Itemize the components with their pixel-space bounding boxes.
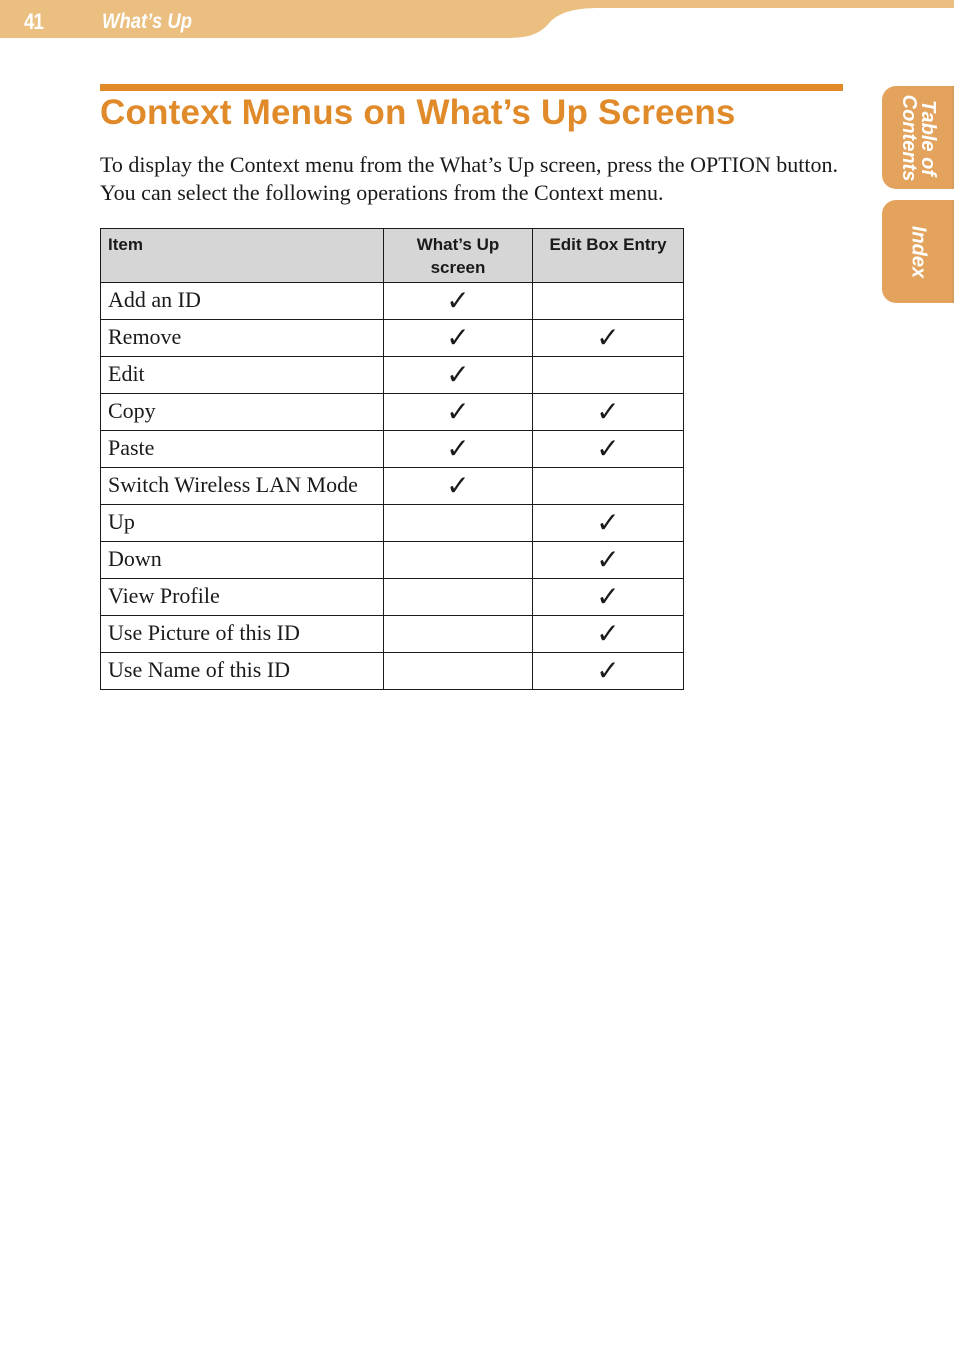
edit-box-entry-cell (533, 653, 684, 690)
table-of-contents-tab-label: Table of Contents (898, 94, 939, 181)
table-body (101, 283, 684, 690)
page-title: Context Menus on What’s Up Screens (100, 93, 736, 132)
item-cell: View Profile (101, 579, 384, 616)
header-whats-up-screen (384, 229, 533, 283)
table-row (101, 468, 684, 505)
checkmark-icon: ✓ (596, 543, 620, 576)
item-cell: Paste (101, 431, 384, 468)
whats-up-screen-cell (384, 431, 533, 468)
table-row (101, 505, 684, 542)
whats-up-screen-cell (384, 542, 533, 579)
table-row (101, 542, 684, 579)
intro-paragraph: To display the Context menu from the What’s Up screen, press the OPTION button. You can select the following operations from the Context menu. (100, 152, 838, 205)
checkmark-icon: ✓ (596, 506, 620, 539)
item-cell: Edit (101, 357, 384, 394)
checkmark-icon: ✓ (446, 432, 470, 465)
whats-up-screen-cell (384, 394, 533, 431)
table-of-contents-tab[interactable] (882, 86, 954, 189)
item-cell: Use Name of this ID (101, 653, 384, 690)
whats-up-screen-cell (384, 505, 533, 542)
whats-up-screen-cell (384, 653, 533, 690)
table-row (101, 616, 684, 653)
whats-up-screen-cell (384, 579, 533, 616)
edit-box-entry-cell (533, 579, 684, 616)
checkmark-icon: ✓ (596, 654, 620, 687)
checkmark-icon: ✓ (446, 395, 470, 428)
item-cell: Switch Wireless LAN Mode (101, 468, 384, 505)
header-item: Item (101, 229, 384, 283)
item-cell: Use Picture of this ID (101, 616, 384, 653)
checkmark-icon: ✓ (446, 469, 470, 502)
edit-box-entry-cell (533, 616, 684, 653)
edit-box-entry-cell (533, 320, 684, 357)
edit-box-entry-cell (533, 357, 684, 394)
header-edit-box-entry: Edit Box Entry (533, 229, 684, 283)
title-rule (100, 84, 843, 91)
whats-up-screen-cell (384, 468, 533, 505)
table-row (101, 394, 684, 431)
edit-box-entry-cell (533, 505, 684, 542)
checkmark-icon: ✓ (596, 321, 620, 354)
checkmark-icon: ✓ (446, 284, 470, 317)
checkmark-icon: ✓ (446, 321, 470, 354)
item-cell: Remove (101, 320, 384, 357)
whats-up-screen-cell (384, 283, 533, 320)
item-cell: Copy (101, 394, 384, 431)
section-title: What’s Up (102, 10, 193, 33)
table-row (101, 357, 684, 394)
table-row (101, 579, 684, 616)
item-cell: Up (101, 505, 384, 542)
context-menu-table (100, 228, 684, 690)
edit-box-entry-cell (533, 394, 684, 431)
table-row (101, 431, 684, 468)
table-row (101, 283, 684, 320)
whats-up-screen-cell (384, 320, 533, 357)
table-row (101, 320, 684, 357)
page-number: 41 (24, 9, 44, 34)
checkmark-icon: ✓ (596, 395, 620, 428)
table-header-row (101, 229, 684, 283)
whats-up-screen-cell (384, 357, 533, 394)
edit-box-entry-cell (533, 283, 684, 320)
edit-box-entry-cell (533, 468, 684, 505)
item-cell: Down (101, 542, 384, 579)
checkmark-icon: ✓ (596, 432, 620, 465)
index-tab[interactable] (882, 200, 954, 303)
checkmark-icon: ✓ (596, 617, 620, 650)
whats-up-screen-cell (384, 616, 533, 653)
index-tab-label: Index (907, 225, 930, 278)
checkmark-icon: ✓ (596, 580, 620, 613)
edit-box-entry-cell (533, 542, 684, 579)
table-row (101, 653, 684, 690)
header-whats-up-screen-label: What’s Up screen (416, 235, 500, 277)
edit-box-entry-cell (533, 431, 684, 468)
item-cell: Add an ID (101, 283, 384, 320)
checkmark-icon: ✓ (446, 358, 470, 391)
